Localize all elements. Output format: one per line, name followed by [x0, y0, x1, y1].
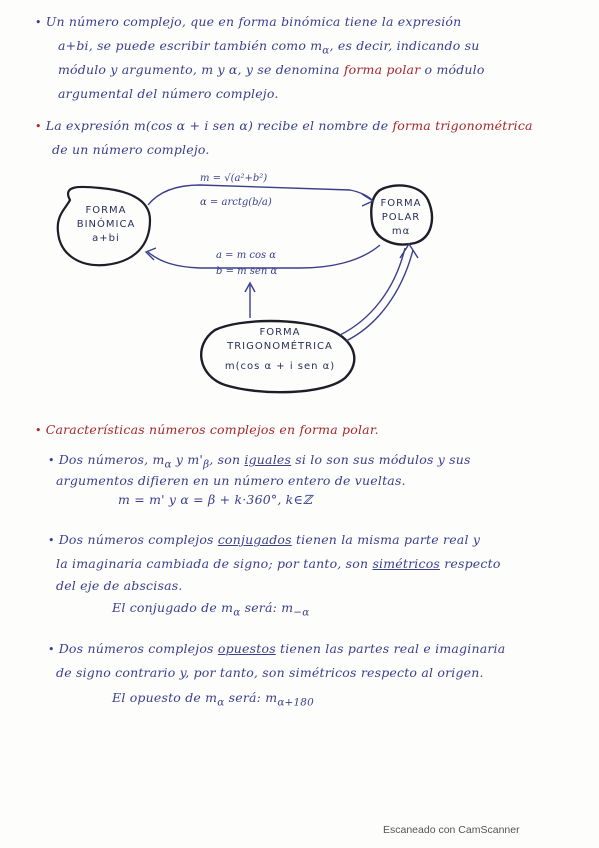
double-arrow-trig-polar-b	[346, 250, 413, 341]
item3-line2: de signo contrario y, por tanto, son simétricos respecto al origen.	[56, 665, 484, 680]
term-opuestos: opuestos	[217, 641, 276, 656]
item1-line2: argumentos difieren en un número entero de vueltas.	[56, 473, 406, 488]
term-conjugados: conjugados	[217, 532, 292, 547]
label-argumento-formula: α = arctg(b/a)	[200, 197, 272, 208]
scanner-watermark: Escaneado con CamScanner	[383, 824, 520, 836]
term-forma-polar: forma polar	[343, 62, 421, 77]
term-simetricos: simétricos	[372, 556, 441, 571]
bullet-icon: •	[48, 454, 55, 467]
bullet-icon: •	[35, 120, 42, 133]
para2-line1: • La expresión m(cos α + i sen α) recibe el nombre de forma trigonométrica	[35, 118, 533, 133]
item2-line1: • Dos números complejos conjugados tienen la misma parte real y	[48, 532, 481, 547]
term-iguales: iguales	[244, 452, 292, 467]
item1-formula: m = m' y α = β + k·360°, k∈ℤ	[118, 492, 313, 507]
section-heading: • Características números complejos en forma polar.	[35, 422, 379, 437]
bullet-icon: •	[35, 424, 42, 437]
para1-line4: argumental del número complejo.	[58, 86, 279, 101]
label-modulo-formula: m = √(a²+b²)	[200, 173, 268, 184]
bullet-icon: •	[48, 534, 55, 547]
item1-line1: • Dos números, $m_\alpha$ y $m'_\beta$, son iguales si lo son sus módulos y sus	[48, 452, 471, 471]
item2-line2: la imaginaria cambiada de signo; por tanto, son simétricos respecto	[56, 556, 501, 571]
para1-line1: • Un número complejo, que en forma binómica tiene la expresión	[35, 14, 462, 29]
polar-label: FORMA POLAR mα	[380, 198, 422, 237]
label-real-formula: a = m cos α	[216, 250, 277, 261]
para2-line2: de un número complejo.	[52, 142, 210, 157]
para1-line2: a+bi, se puede escribir también como $m_\alpha$, es decir, indicando su	[58, 38, 480, 57]
item3-line1: • Dos números complejos opuestos tienen las partes real e imaginaria	[48, 641, 506, 656]
item3-line3: El opuesto de $m_\alpha$ será: $m_{\alpha+180}$	[112, 690, 314, 709]
para1-line3: módulo y argumento, m y α, y se denomina forma polar o módulo	[58, 62, 485, 77]
label-imag-formula: b = m sen α	[216, 266, 278, 277]
item2-line4: El conjugado de $m_\alpha$ será: $m_{-\alpha}$	[112, 600, 310, 619]
binomica-label: FORMA BINÓMICA a+bi	[76, 205, 136, 244]
trigonometrica-label: FORMA TRIGONOMÉTRICA m(cos α + i sen α)	[224, 327, 336, 372]
bullet-icon: •	[48, 643, 55, 656]
bullet-icon: •	[35, 16, 42, 29]
term-forma-trigonometrica: forma trigonométrica	[392, 118, 533, 133]
item2-line3: del eje de abscisas.	[56, 578, 183, 593]
